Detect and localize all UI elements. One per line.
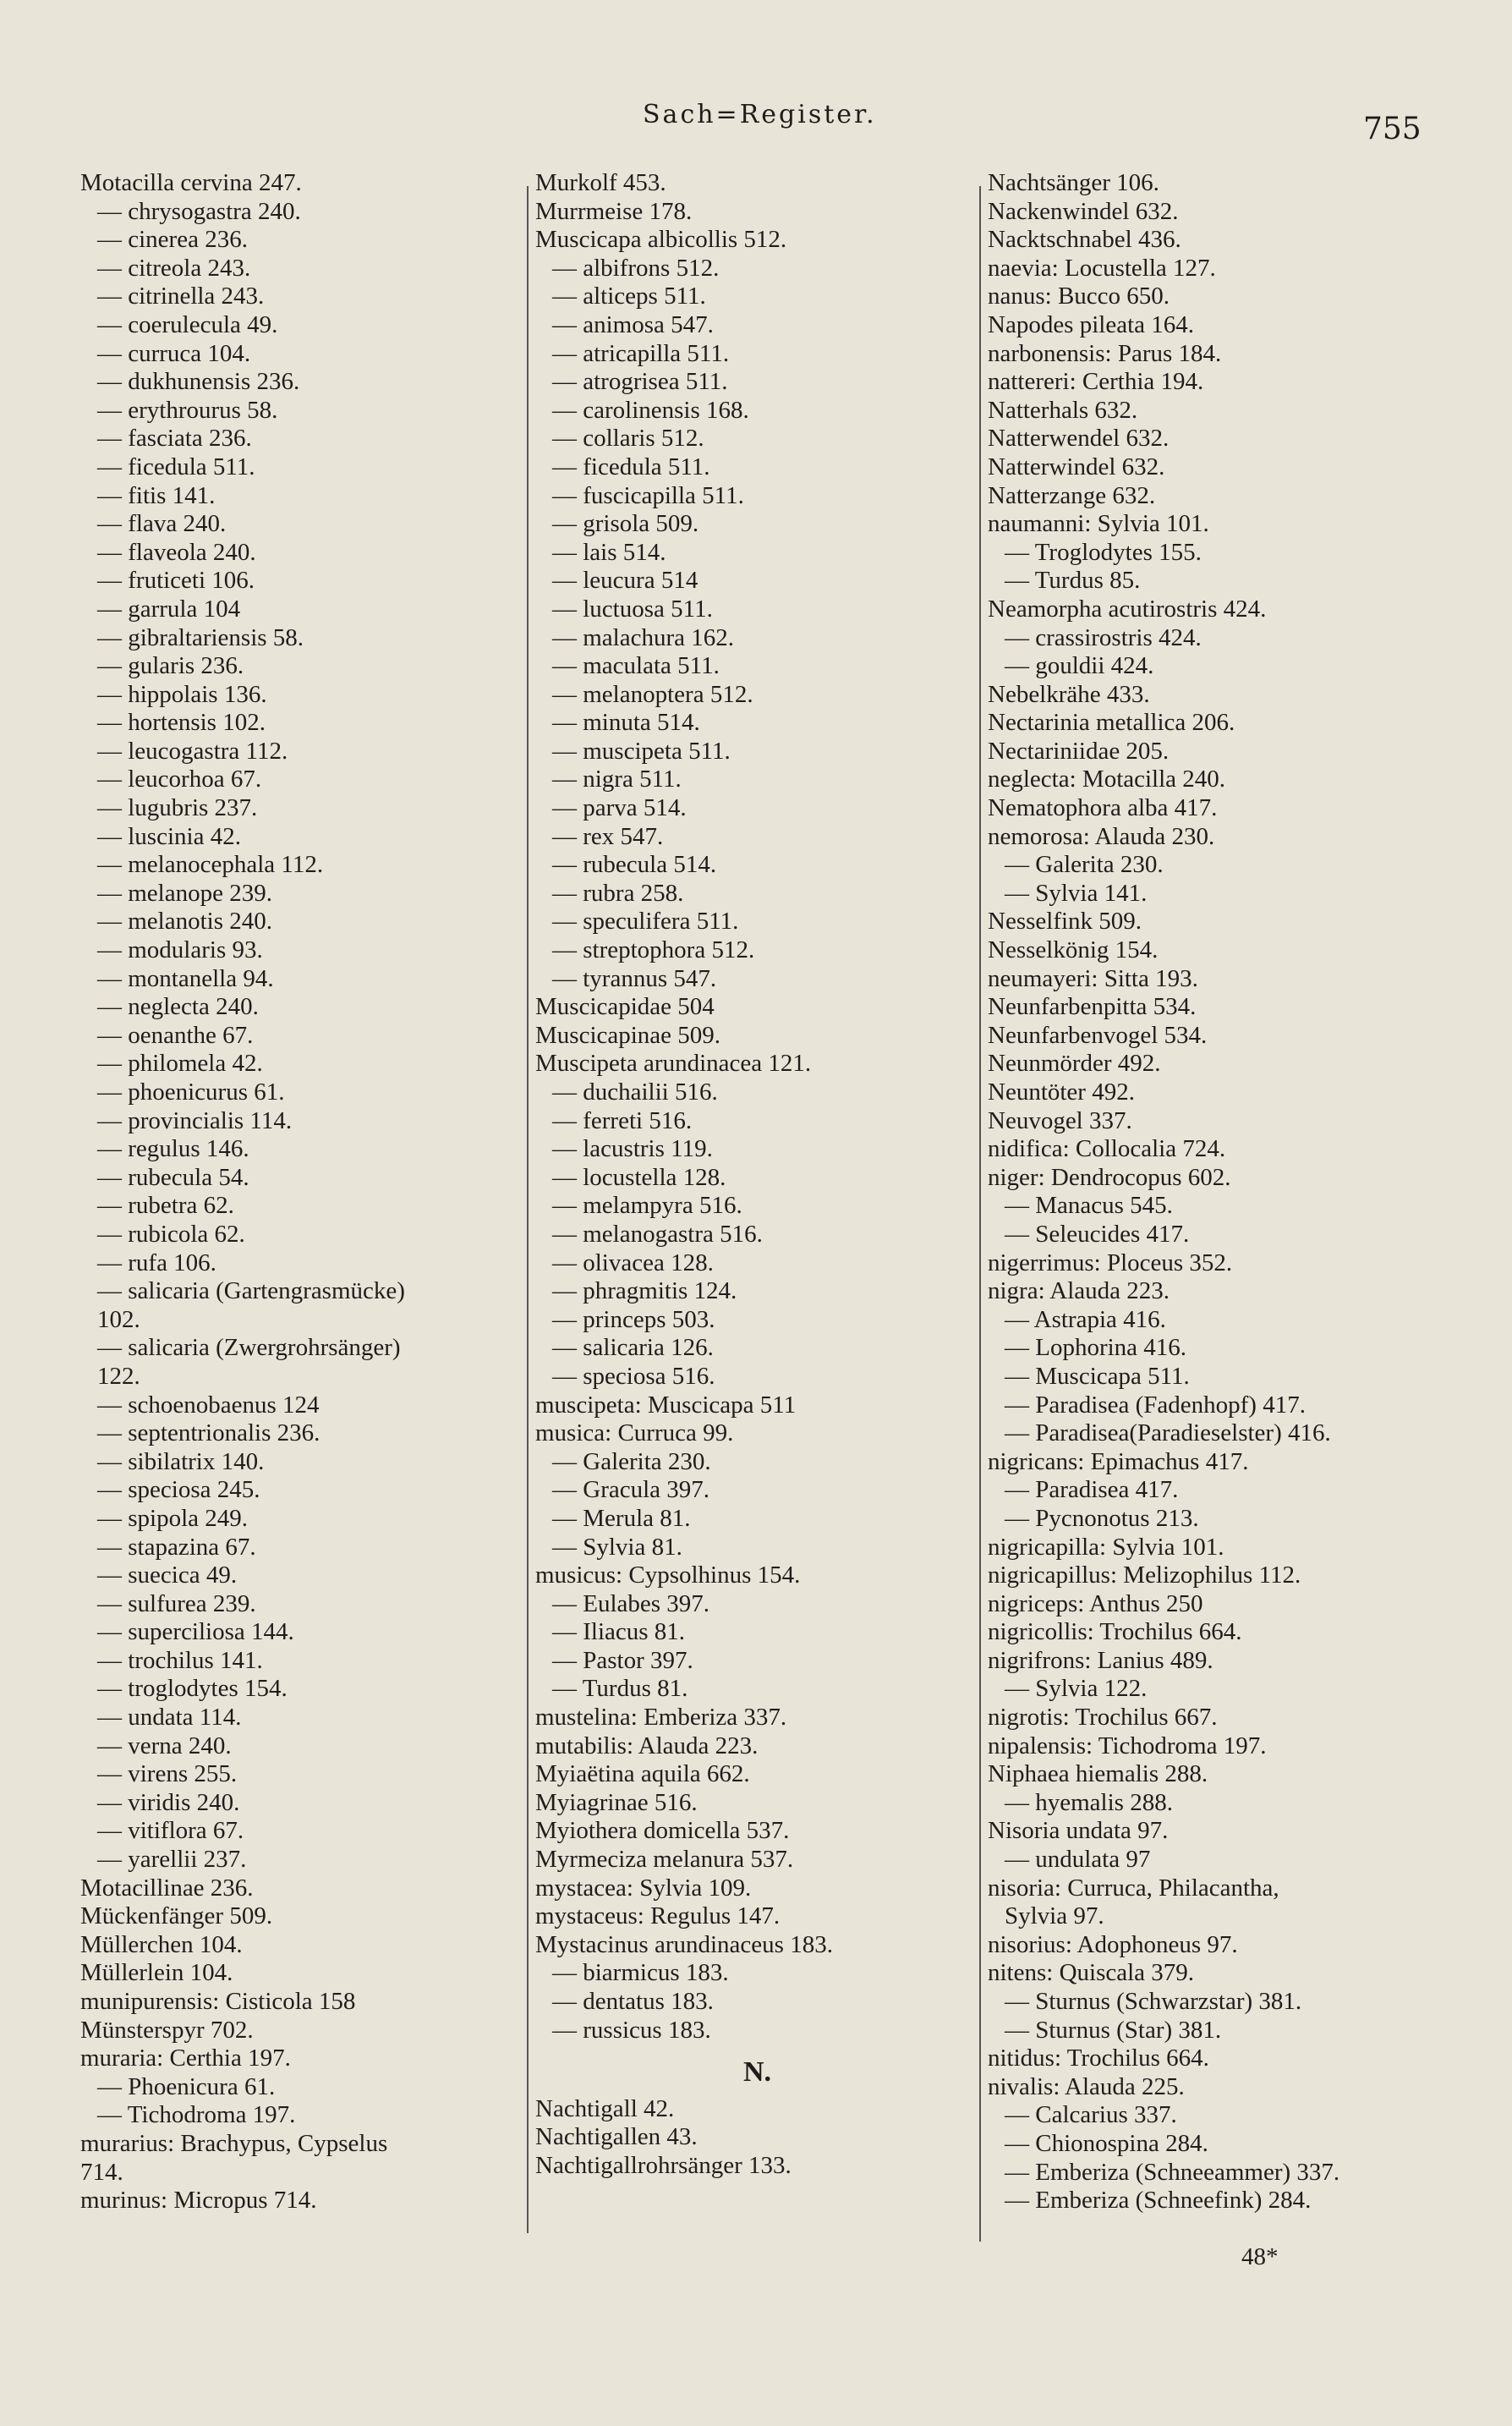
index-entry: Nisoria undata 97. [988, 1817, 1169, 1845]
index-entry: — erythrourus 58. [97, 396, 278, 424]
index-entry: muscipeta: Muscicapa 511 [535, 1391, 797, 1419]
index-entry: — ficedula 511. [552, 453, 710, 480]
index-column-1 [80, 169, 520, 2215]
index-entry: nattereri: Certhia 194. [988, 368, 1204, 396]
index-entry: — Chionospina 284. [1005, 2129, 1208, 2157]
index-entry: nigricapillus: Melizophilus 112. [988, 1562, 1301, 1589]
index-entry: — Emberiza (Schneeammer) 337. [1005, 2158, 1340, 2186]
index-entry: — fuscicapilla 511. [552, 481, 744, 509]
index-entry: murinus: Micropus 714. [80, 2187, 317, 2215]
index-entry: 714. [80, 2158, 123, 2186]
index-entry: Niphaea hiemalis 288. [988, 1760, 1208, 1788]
index-entry: — albifrons 512. [552, 254, 720, 282]
index-entry: — trochilus 141. [97, 1646, 263, 1674]
index-entry: nigricapilla: Sylvia 101. [988, 1533, 1224, 1561]
index-entry: — atricapilla 511. [552, 339, 730, 367]
index-entry: — sibilatrix 140. [97, 1447, 265, 1475]
index-entry: — rubetra 62. [97, 1192, 234, 1220]
index-entry: mutabilis: Alauda 223. [535, 1732, 759, 1759]
index-entry: Neuntöter 492. [988, 1079, 1135, 1106]
index-entry: Nackenwindel 632. [988, 197, 1179, 225]
index-entry: Nachtsänger 106. [988, 169, 1159, 196]
index-entry: — philomela 42. [97, 1050, 263, 1078]
index-entry: — minuta 514. [552, 709, 700, 737]
index-entry: Nachtigall 42. [535, 2094, 675, 2122]
index-entry: Natterzange 632. [988, 481, 1156, 509]
index-entry: nigerrimus: Ploceus 352. [988, 1249, 1233, 1276]
running-title: Sach=Register. [643, 100, 877, 129]
index-entry: Motacilla cervina 247. [80, 169, 302, 196]
index-entry: musica: Curruca 99. [535, 1419, 734, 1447]
index-entry: — Paradisea 417. [1005, 1476, 1179, 1504]
index-entry: — Iliacus 81. [552, 1618, 686, 1646]
signature-mark: 48* [1241, 2243, 1279, 2270]
index-entry: — rufa 106. [97, 1249, 216, 1276]
index-entry: Muscicapinae 509. [535, 1021, 721, 1049]
index-entry: Muscicapa albicollis 512. [535, 226, 787, 254]
index-entry: — garrula 104 [97, 595, 241, 623]
index-entry: — Galerita 230. [1005, 851, 1164, 879]
index-column-2 [535, 169, 979, 2181]
index-entry: — luctuosa 511. [552, 595, 713, 623]
index-entry: — Galerita 230. [552, 1447, 711, 1475]
index-entry: — Calcarius 337. [1005, 2101, 1177, 2129]
index-entry: — Tichodroma 197. [97, 2101, 296, 2129]
index-entry: — melanoptera 512. [552, 680, 753, 708]
index-entry: Myiaëtina aquila 662. [535, 1760, 750, 1788]
index-entry: nigra: Alauda 223. [988, 1277, 1170, 1305]
index-entry: — Troglodytes 155. [1005, 538, 1202, 566]
index-entry: — dukhunensis 236. [97, 368, 300, 396]
index-entry: — Phoenicura 61. [97, 2072, 276, 2100]
index-entry: Murrmeise 178. [535, 197, 693, 225]
index-entry: nigricollis: Trochilus 664. [988, 1618, 1242, 1646]
index-entry: nisoria: Curruca, Philacantha, [988, 1874, 1279, 1902]
index-entry: nisorius: Adophoneus 97. [988, 1930, 1238, 1958]
index-entry: nitens: Quiscala 379. [988, 1959, 1195, 1987]
page-number: 755 [1363, 112, 1422, 146]
index-entry: narbonensis: Parus 184. [988, 339, 1222, 367]
index-entry: — Manacus 545. [1005, 1192, 1173, 1220]
index-entry: — crassirostris 424. [1005, 623, 1202, 651]
index-entry: murarius: Brachypus, Cypselus [80, 2129, 388, 2157]
index-entry: — alticeps 511. [552, 283, 706, 310]
index-entry: Natterhals 632. [988, 396, 1138, 424]
index-entry: — gularis 236. [97, 652, 244, 680]
index-entry: — modularis 93. [97, 936, 263, 964]
index-entry: — malachura 162. [552, 623, 735, 651]
index-entry: — maculata 511. [552, 652, 720, 680]
index-entry: — lais 514. [552, 538, 666, 566]
index-entry: naumanni: Sylvia 101. [988, 510, 1209, 538]
index-entry: — sulfurea 239. [97, 1589, 256, 1617]
index-column-3 [988, 169, 1438, 2215]
page-header [0, 100, 1512, 151]
section-letter: N. [742, 2056, 772, 2088]
index-entry: — ferreti 516. [552, 1106, 693, 1134]
index-entry: — collaris 512. [552, 425, 704, 453]
index-entry: — phoenicurus 61. [97, 1079, 285, 1106]
index-entry: — Pycnonotus 213. [1005, 1504, 1199, 1532]
index-entry: nemorosa: Alauda 230. [988, 822, 1215, 850]
index-entry: Nebelkrähe 433. [988, 680, 1150, 708]
index-entry: — leucura 514 [552, 567, 698, 595]
index-entry: Nesselfink 509. [988, 908, 1142, 936]
index-entry: neglecta: Motacilla 240. [988, 766, 1226, 793]
index-entry: nanus: Bucco 650. [988, 283, 1170, 310]
index-entry: — Sturnus (Star) 381. [1005, 2016, 1222, 2044]
index-entry: — russicus 183. [552, 2016, 711, 2044]
index-entry: Neunmörder 492. [988, 1050, 1161, 1078]
index-entry: — rubra 258. [552, 879, 684, 907]
index-entry: — superciliosa 144. [97, 1618, 294, 1646]
index-entry: — lacustris 119. [552, 1135, 713, 1163]
index-entry: Myiagrinae 516. [535, 1788, 698, 1816]
index-entry: — gouldii 424. [1005, 652, 1154, 680]
index-entry: — carolinensis 168. [552, 396, 749, 424]
index-entry: niger: Dendrocopus 602. [988, 1163, 1231, 1191]
index-entry: Nectarinia metallica 206. [988, 709, 1235, 737]
index-entry: — speculifera 511. [552, 908, 739, 936]
index-entry: — verna 240. [97, 1732, 232, 1759]
index-entry: nipalensis: Tichodroma 197. [988, 1732, 1267, 1759]
index-entry: Nectariniidae 205. [988, 737, 1170, 765]
index-entry: — princeps 503. [552, 1305, 715, 1333]
index-entry: — lugubris 237. [97, 794, 258, 822]
index-entry: — tyrannus 547. [552, 964, 717, 992]
index-entry: — Paradisea (Fadenhopf) 417. [1005, 1391, 1306, 1419]
index-entry: Myiothera domicella 537. [535, 1817, 790, 1845]
index-entry: — rubecula 514. [552, 851, 717, 879]
index-entry: — leucogastra 112. [97, 737, 288, 765]
index-entry: — hortensis 102. [97, 709, 266, 737]
index-entry: Nachtigallrohrsänger 133. [535, 2151, 792, 2179]
index-entry: — fruticeti 106. [97, 567, 255, 595]
index-entry: — neglecta 240. [97, 993, 259, 1021]
index-entry: — fitis 141. [97, 481, 216, 509]
index-entry: Myrmeciza melanura 537. [535, 1846, 794, 1874]
index-entry: — oenanthe 67. [97, 1021, 254, 1049]
index-entry: — viridis 240. [97, 1788, 240, 1816]
index-entry: munipurensis: Cisticola 158 [80, 1988, 356, 2015]
index-entry: — melanocephala 112. [97, 851, 324, 879]
index-entry: — Eulabes 397. [552, 1589, 710, 1617]
index-entry: Mückenfänger 509. [80, 1902, 273, 1930]
index-entry: 102. [97, 1305, 140, 1333]
index-entry: Müllerchen 104. [80, 1930, 243, 1958]
index-entry: — biarmicus 183. [552, 1959, 729, 1987]
index-entry: — troglodytes 154. [97, 1675, 288, 1703]
index-entry: — muscipeta 511. [552, 737, 731, 765]
index-entry: — Astrapia 416. [1005, 1305, 1166, 1333]
index-entry: — Turdus 81. [552, 1675, 688, 1703]
index-entry: — speciosa 516. [552, 1362, 715, 1390]
index-entry: Murkolf 453. [535, 169, 666, 196]
index-entry: — salicaria 126. [552, 1334, 714, 1362]
index-entry: — citreola 243. [97, 254, 251, 282]
index-entry: Münsterspyr 702. [80, 2016, 254, 2044]
index-entry: — rubecula 54. [97, 1163, 249, 1191]
index-entry: — duchailii 516. [552, 1079, 718, 1106]
index-entry: — ficedula 511. [97, 453, 255, 480]
index-entry: — luscinia 42. [97, 822, 241, 850]
index-entry: — rex 547. [552, 822, 664, 850]
index-entry: — fasciata 236. [97, 425, 252, 453]
index-entry: Neunfarbenvogel 534. [988, 1021, 1208, 1049]
index-entry: — undulata 97 [1005, 1846, 1151, 1874]
index-entry: — atrogrisea 511. [552, 368, 728, 396]
index-entry: — hippolais 136. [97, 680, 267, 708]
index-entry: — leucorhoa 67. [97, 766, 262, 793]
index-entry: — salicaria (Gartengrasmücke) [97, 1277, 405, 1305]
index-entry: Muscipeta arundinacea 121. [535, 1050, 812, 1078]
index-entry: Natterwendel 632. [988, 425, 1170, 453]
index-entry: — Sturnus (Schwarzstar) 381. [1005, 1988, 1302, 2015]
index-entry: — flava 240. [97, 510, 227, 538]
index-entry: — Lophorina 416. [1005, 1334, 1187, 1362]
index-entry: — stapazina 67. [97, 1533, 256, 1561]
index-entry: — spipola 249. [97, 1504, 249, 1532]
index-entry: Nacktschnabel 436. [988, 226, 1181, 254]
index-entry: — vitiflora 67. [97, 1817, 244, 1845]
index-entry: nigrotis: Trochilus 667. [988, 1704, 1218, 1732]
index-entry: Nachtigallen 43. [535, 2123, 698, 2151]
index-entry: 122. [97, 1362, 140, 1390]
index-entry: — chrysogastra 240. [97, 197, 301, 225]
column-divider [527, 186, 529, 2233]
index-entry: — Pastor 397. [552, 1646, 693, 1674]
index-entry: mustelina: Emberiza 337. [535, 1704, 787, 1732]
index-entry: musicus: Cypsolhinus 154. [535, 1562, 801, 1589]
column-divider [979, 186, 981, 2242]
index-entry: — schoenobaenus 124 [97, 1391, 320, 1419]
index-entry: Motacillinae 236. [80, 1874, 254, 1902]
index-entry: — rubicola 62. [97, 1220, 245, 1248]
index-entry: — dentatus 183. [552, 1988, 714, 2015]
index-entry: Neuvogel 337. [988, 1106, 1132, 1134]
index-entry: — Sylvia 141. [1005, 879, 1148, 907]
index-entry: — speciosa 245. [97, 1476, 260, 1504]
index-entry: — Emberiza (Schneefink) 284. [1005, 2187, 1312, 2215]
index-entry: — Sylvia 122. [1005, 1675, 1148, 1703]
index-entry: — cinerea 236. [97, 226, 248, 254]
index-entry: — Seleucides 417. [1005, 1220, 1190, 1248]
index-entry: — citrinella 243. [97, 283, 265, 310]
index-entry: — hyemalis 288. [1005, 1788, 1173, 1816]
index-entry: — melanotis 240. [97, 908, 273, 936]
index-entry: nivalis: Alauda 225. [988, 2072, 1185, 2100]
index-entry: — Muscicapa 511. [1005, 1362, 1190, 1390]
index-entry: — septentrionalis 236. [97, 1419, 320, 1447]
index-entry: — grisola 509. [552, 510, 699, 538]
index-entry: muraria: Certhia 197. [80, 2045, 291, 2072]
index-entry: — melanope 239. [97, 879, 272, 907]
index-entry: — curruca 104. [97, 339, 251, 367]
index-entry: — phragmitis 124. [552, 1277, 737, 1305]
index-entry: — Turdus 85. [1005, 567, 1141, 595]
index-entry: — melampyra 516. [552, 1192, 742, 1220]
index-entry: — yarellii 237. [97, 1846, 247, 1874]
index-entry: — salicaria (Zwergrohrsänger) [97, 1334, 401, 1362]
index-entry: nigrifrons: Lanius 489. [988, 1646, 1213, 1674]
index-entry: Neamorpha acutirostris 424. [988, 595, 1267, 623]
index-entry: nigriceps: Anthus 250 [988, 1589, 1203, 1617]
index-entry: — Paradisea(Paradieselster) 416. [1005, 1419, 1331, 1447]
index-entry: nitidus: Trochilus 664. [988, 2045, 1209, 2072]
index-entry: — Sylvia 81. [552, 1533, 682, 1561]
index-entry: Natterwindel 632. [988, 453, 1165, 480]
index-entry: mystaceus: Regulus 147. [535, 1902, 781, 1930]
index-entry: nigricans: Epimachus 417. [988, 1447, 1249, 1475]
index-entry: — suecica 49. [97, 1562, 238, 1589]
index-entry: naevia: Locustella 127. [988, 254, 1216, 282]
index-entry: Napodes pileata 164. [988, 310, 1195, 338]
index-entry: mystacea: Sylvia 109. [535, 1874, 752, 1902]
index-entry: — montanella 94. [97, 964, 274, 992]
index-entry: — Gracula 397. [552, 1476, 710, 1504]
index-entry: — flaveola 240. [97, 538, 256, 566]
index-entry: — gibraltariensis 58. [97, 623, 304, 651]
index-entry: — melanogastra 516. [552, 1220, 763, 1248]
index-entry: — olivacea 128. [552, 1249, 714, 1276]
index-entry: — regulus 146. [97, 1135, 249, 1163]
index-entry: nidifica: Collocalia 724. [988, 1135, 1226, 1163]
index-entry: Nematophora alba 417. [988, 794, 1218, 822]
index-entry: — animosa 547. [552, 310, 714, 338]
index-entry: — coerulecula 49. [97, 310, 278, 338]
index-entry: — parva 514. [552, 794, 687, 822]
index-entry: Muscicapidae 504 [535, 993, 715, 1021]
index-entry: — Merula 81. [552, 1504, 691, 1532]
index-entry: — provincialis 114. [97, 1106, 293, 1134]
index-entry: Neunfarbenpitta 534. [988, 993, 1197, 1021]
index-entry: — streptophora 512. [552, 936, 755, 964]
index-entry: — undata 114. [97, 1704, 242, 1732]
index-entry: Müllerlein 104. [80, 1959, 233, 1987]
index-entry: Sylvia 97. [1005, 1902, 1104, 1930]
index-entry: — nigra 511. [552, 766, 682, 793]
index-entry: — virens 255. [97, 1760, 238, 1788]
index-entry: — locustella 128. [552, 1163, 726, 1191]
index-entry: neumayeri: Sitta 193. [988, 964, 1198, 992]
index-entry: Mystacinus arundinaceus 183. [535, 1930, 833, 1958]
index-entry: Nesselkönig 154. [988, 936, 1159, 964]
